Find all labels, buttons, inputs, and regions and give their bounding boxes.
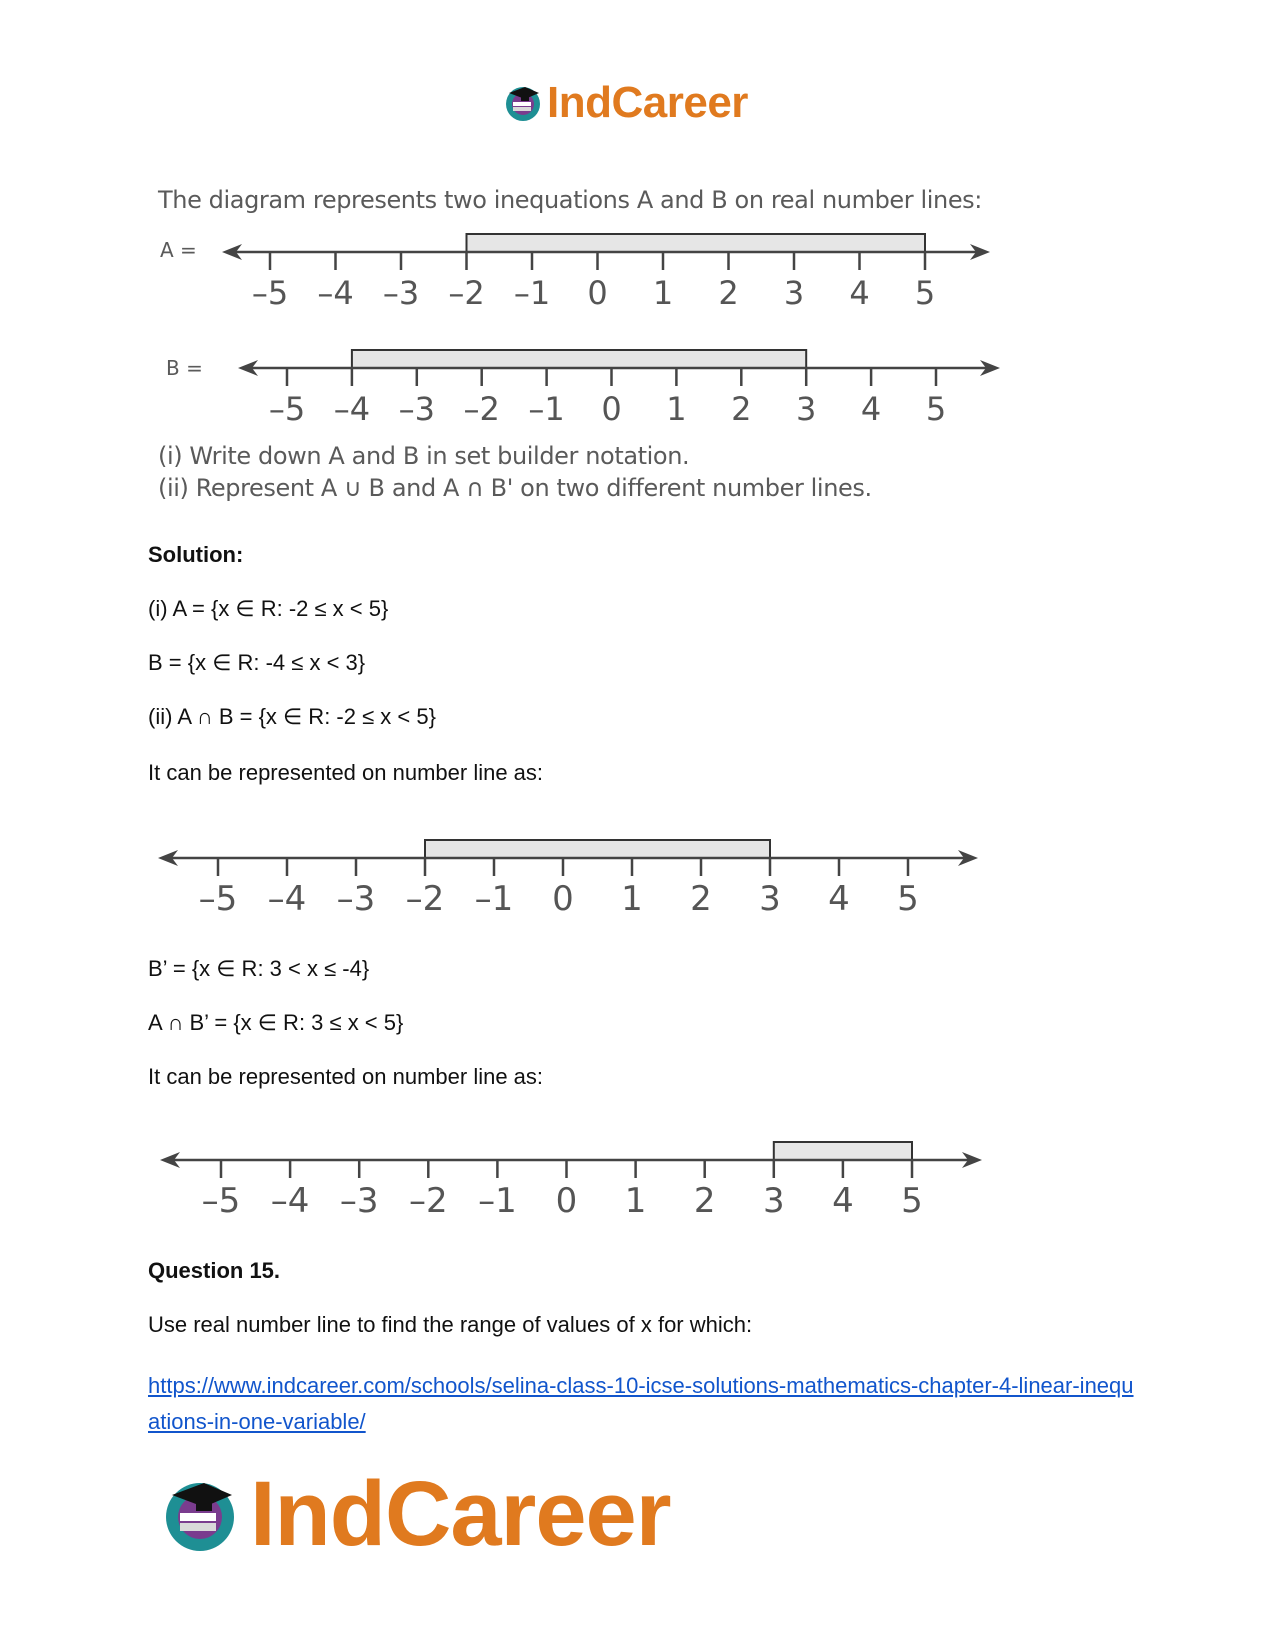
tick-label: –4 <box>267 879 307 919</box>
solution-line-5: B’ = {x ∈ R: 3 < x ≤ -4} <box>148 956 370 981</box>
tick-label: –4 <box>270 1181 310 1221</box>
tick-label: 3 <box>783 274 805 312</box>
tick-label: –1 <box>528 390 565 428</box>
tick-label: –2 <box>448 274 485 312</box>
solution-line-2: B = {x ∈ R: -4 ≤ x < 3} <box>148 650 366 675</box>
tick-label: 2 <box>690 879 712 919</box>
shaded-interval <box>774 1142 912 1160</box>
tick-label: –1 <box>474 879 514 919</box>
tick-label: –5 <box>251 274 289 312</box>
tick-label: 1 <box>666 390 687 428</box>
tick-label: 3 <box>759 879 781 919</box>
tick-label: –2 <box>408 1181 448 1221</box>
footer-logo-text: IndCareer <box>250 1463 671 1565</box>
solution-heading: Solution: <box>148 542 244 567</box>
tick-label: –3 <box>339 1181 379 1221</box>
solution-line-7: It can be represented on number line as: <box>148 1064 544 1089</box>
solution-line-1: (i) A = {x ∈ R: -2 ≤ x < 5} <box>148 596 389 621</box>
tick-label: –2 <box>463 390 500 428</box>
tick-label: 4 <box>828 879 850 919</box>
tick-label: 4 <box>832 1181 854 1221</box>
tick-label: 4 <box>860 390 882 428</box>
set-a-label: A = <box>160 238 197 262</box>
tick-label: –3 <box>336 879 376 919</box>
question-part-ii: (ii) Represent A ∪ B and A ∩ B' on two different number lines. <box>158 474 872 502</box>
tick-label: 5 <box>897 879 919 919</box>
question-15-heading: Question 15. <box>148 1258 281 1283</box>
tick-label: 0 <box>555 1181 578 1221</box>
tick-label: 5 <box>925 390 947 428</box>
tick-label: 1 <box>652 274 674 312</box>
solution-line-4: It can be represented on number line as: <box>148 760 544 785</box>
solution-line-6: A ∩ B’ = {x ∈ R: 3 ≤ x < 5} <box>148 1010 404 1035</box>
question-15-text: Use real number line to find the range of values of x for which: <box>148 1312 753 1337</box>
tick-label: 2 <box>731 390 752 428</box>
tick-label: –5 <box>198 879 238 919</box>
solution-line-3: (ii) A ∩ B = {x ∈ R: -2 ≤ x < 5} <box>148 704 436 729</box>
tick-label: –3 <box>382 274 420 312</box>
tick-label: 2 <box>693 1181 716 1221</box>
question-part-i: (i) Write down A and B in set builder notation. <box>158 442 690 470</box>
header-logo-text: IndCareer <box>547 78 748 127</box>
footer-logo <box>160 1462 671 1567</box>
tick-label: 0 <box>587 274 608 312</box>
tick-label: 1 <box>621 879 643 919</box>
tick-label: –2 <box>405 879 445 919</box>
tick-label: 0 <box>552 879 574 919</box>
tick-label: –1 <box>513 274 551 312</box>
tick-label: –4 <box>317 274 354 312</box>
indcareer-emblem-icon <box>160 1475 240 1555</box>
tick-label: 3 <box>796 390 817 428</box>
tick-label: 4 <box>849 274 870 312</box>
tick-label: 0 <box>601 390 622 428</box>
tick-label: 2 <box>718 274 739 312</box>
tick-label: –4 <box>333 390 371 428</box>
tick-label: 3 <box>762 1181 785 1221</box>
tick-label: 5 <box>901 1181 923 1221</box>
tick-label: –1 <box>478 1181 517 1221</box>
tick-label: 5 <box>914 274 936 312</box>
tick-label: –5 <box>201 1181 241 1221</box>
tick-label: –3 <box>398 390 435 428</box>
set-b-label: B = <box>166 356 203 380</box>
tick-label: –5 <box>268 390 306 428</box>
source-link[interactable]: https://www.indcareer.com/schools/selina-class-10-icse-solutions-mathematics-chapter-4-linear-inequations-in-one-variable/ <box>148 1373 1134 1434</box>
question-intro: The diagram represents two inequations A and B on real number lines: <box>158 186 982 214</box>
tick-label: 1 <box>624 1181 647 1221</box>
